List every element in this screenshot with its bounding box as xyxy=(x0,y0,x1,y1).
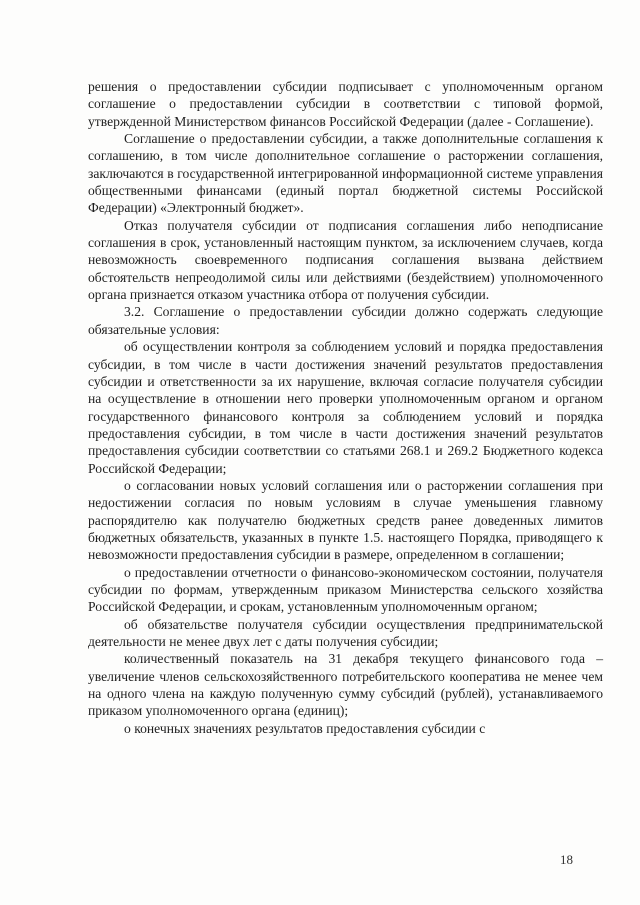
paragraph: об обязательстве получателя субсидии осуществления предпринимательской деятельности не менее двух лет с даты получения субсидии; xyxy=(88,616,603,649)
paragraph: о предоставлении отчетности о финансово-экономическом состоянии, получателя субсидии по формам, утвержденным приказом Министерства сельского хозяйства Российской Федерации, и срокам, установленным уполномоченным органом; xyxy=(88,564,603,615)
paragraph: 3.2. Соглашение о предоставлении субсидии должно содержать следующие обязательные условия: xyxy=(88,304,603,337)
paragraph: Отказ получателя субсидии от подписания соглашения либо неподписание соглашения в срок, установленный настоящим пунктом, за исключением случаев, когда невозможность своевременного подписания соглашения вызвана действием обстоятельств непреодолимой силы или действиями (бездействием) уполномоченного органа признается отказом участника отбора от получения субсидии. xyxy=(88,217,603,303)
page-number: 18 xyxy=(560,852,573,867)
paragraph: количественный показатель на 31 декабря текущего финансового года – увеличение членов сельскохозяйственного потребительского кооператива не менее чем на одного члена на каждую полученную сумму субсидий (рублей), устанавливаемого приказом уполномоченного органа (единиц); xyxy=(88,651,603,719)
paragraph: Соглашение о предоставлении субсидии, а также дополнительные соглашения к соглашению, в том числе дополнительное соглашение о расторжении соглашения, заключаются в государственной интегрированной информационной системе управления общественными финансами (единый портал бюджетной системы Российской Федерации) «Электронный бюджет». xyxy=(88,131,603,216)
body-text xyxy=(88,78,603,737)
paragraph: о конечных значениях результатов предоставления субсидии с xyxy=(124,720,486,736)
paragraph: об осуществлении контроля за соблюдением условий и порядка предоставления субсидии, в том числе в части достижения значений результатов предоставления субсидии и ответственности за их нарушение, включая согласие получателя субсидии на осуществление в отношении него проверки уполномоченным органом и органом государственного финансового контроля за соблюдением условий и порядка предоставления субсидии, в том числе в части достижения значений результатов предоставления субсидии соответствии со статьями 268.1 и 269.2 Бюджетного кодекса Российской Федерации; xyxy=(88,339,603,476)
paragraph: о согласовании новых условий соглашения или о расторжении соглашения при недостижении согласия по новым условиям в случае уменьшения главному распорядителю как получателю бюджетных средств ранее доведенных лимитов бюджетных обязательств, указанных в пункте 1.5. настоящего Порядка, приводящего к невозможности предоставления субсидии в размере, определенном в соглашении; xyxy=(88,477,603,563)
paragraph: решения о предоставлении субсидии подписывает с уполномоченным органом соглашение о предоставлении субсидии в соответствии с типовой формой, утвержденной Министерством финансов Российской Федерации (далее - Соглашение). xyxy=(88,79,603,129)
